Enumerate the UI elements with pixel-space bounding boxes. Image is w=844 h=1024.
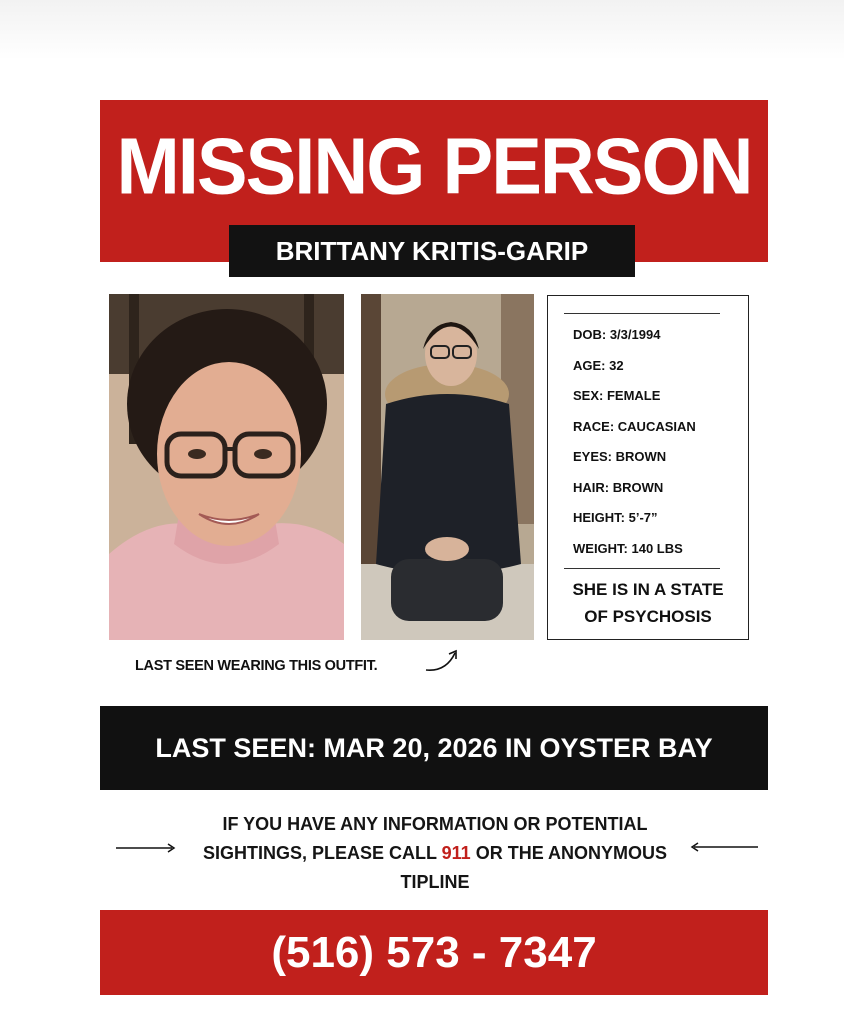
detail-eyes: EYES: BROWN	[573, 449, 667, 464]
outfit-photo-drawing	[361, 294, 534, 640]
outfit-caption: LAST SEEN WEARING THIS OUTFIT.	[135, 658, 378, 674]
curved-arrow-icon	[424, 648, 460, 674]
details-list	[573, 324, 696, 568]
face-photo	[109, 294, 344, 640]
emergency-number: 911	[441, 843, 471, 863]
outfit-photo	[361, 294, 534, 640]
detail-race: RACE: CAUCASIAN	[573, 418, 696, 434]
condition-note	[548, 576, 748, 630]
arrow-right-icon	[116, 842, 176, 854]
detail-dob: DOB: 3/3/1994	[573, 327, 661, 342]
tipline-phone-banner	[100, 910, 768, 995]
detail-weight: WEIGHT: 140 LBS	[573, 540, 683, 556]
condition-line-2: OF PSYCHOSIS	[584, 607, 712, 626]
poster-title: MISSING PERSON	[116, 121, 752, 212]
missing-person-poster	[100, 100, 768, 995]
arrow-left-icon	[690, 841, 760, 853]
contact-line-2	[180, 839, 690, 868]
tipline-phone: (516) 573 - 7347	[271, 927, 597, 977]
contact-line-3: TIPLINE	[400, 872, 470, 892]
detail-hair: HAIR: BROWN	[573, 479, 664, 495]
details-box	[547, 295, 749, 640]
divider	[564, 568, 720, 569]
detail-height: HEIGHT: 5’-7”	[573, 510, 658, 525]
divider	[564, 313, 720, 314]
contact-line-1: IF YOU HAVE ANY INFORMATION OR POTENTIAL	[222, 814, 648, 834]
contact-line-2-start: SIGHTINGS, PLEASE CALL	[202, 843, 442, 863]
last-seen-banner: LAST SEEN: MAR 20, 2026 IN OYSTER BAY	[100, 706, 768, 790]
contact-instructions	[180, 810, 690, 897]
detail-age: AGE: 32	[573, 357, 624, 373]
contact-line-2-end: OR THE ANONYMOUS	[470, 843, 668, 863]
condition-line-1: SHE IS IN A STATE	[572, 580, 724, 599]
face-photo-drawing	[109, 294, 344, 640]
detail-sex: SEX: FEMALE	[573, 388, 661, 403]
person-name: BRITTANY KRITIS-GARIP	[229, 225, 635, 277]
